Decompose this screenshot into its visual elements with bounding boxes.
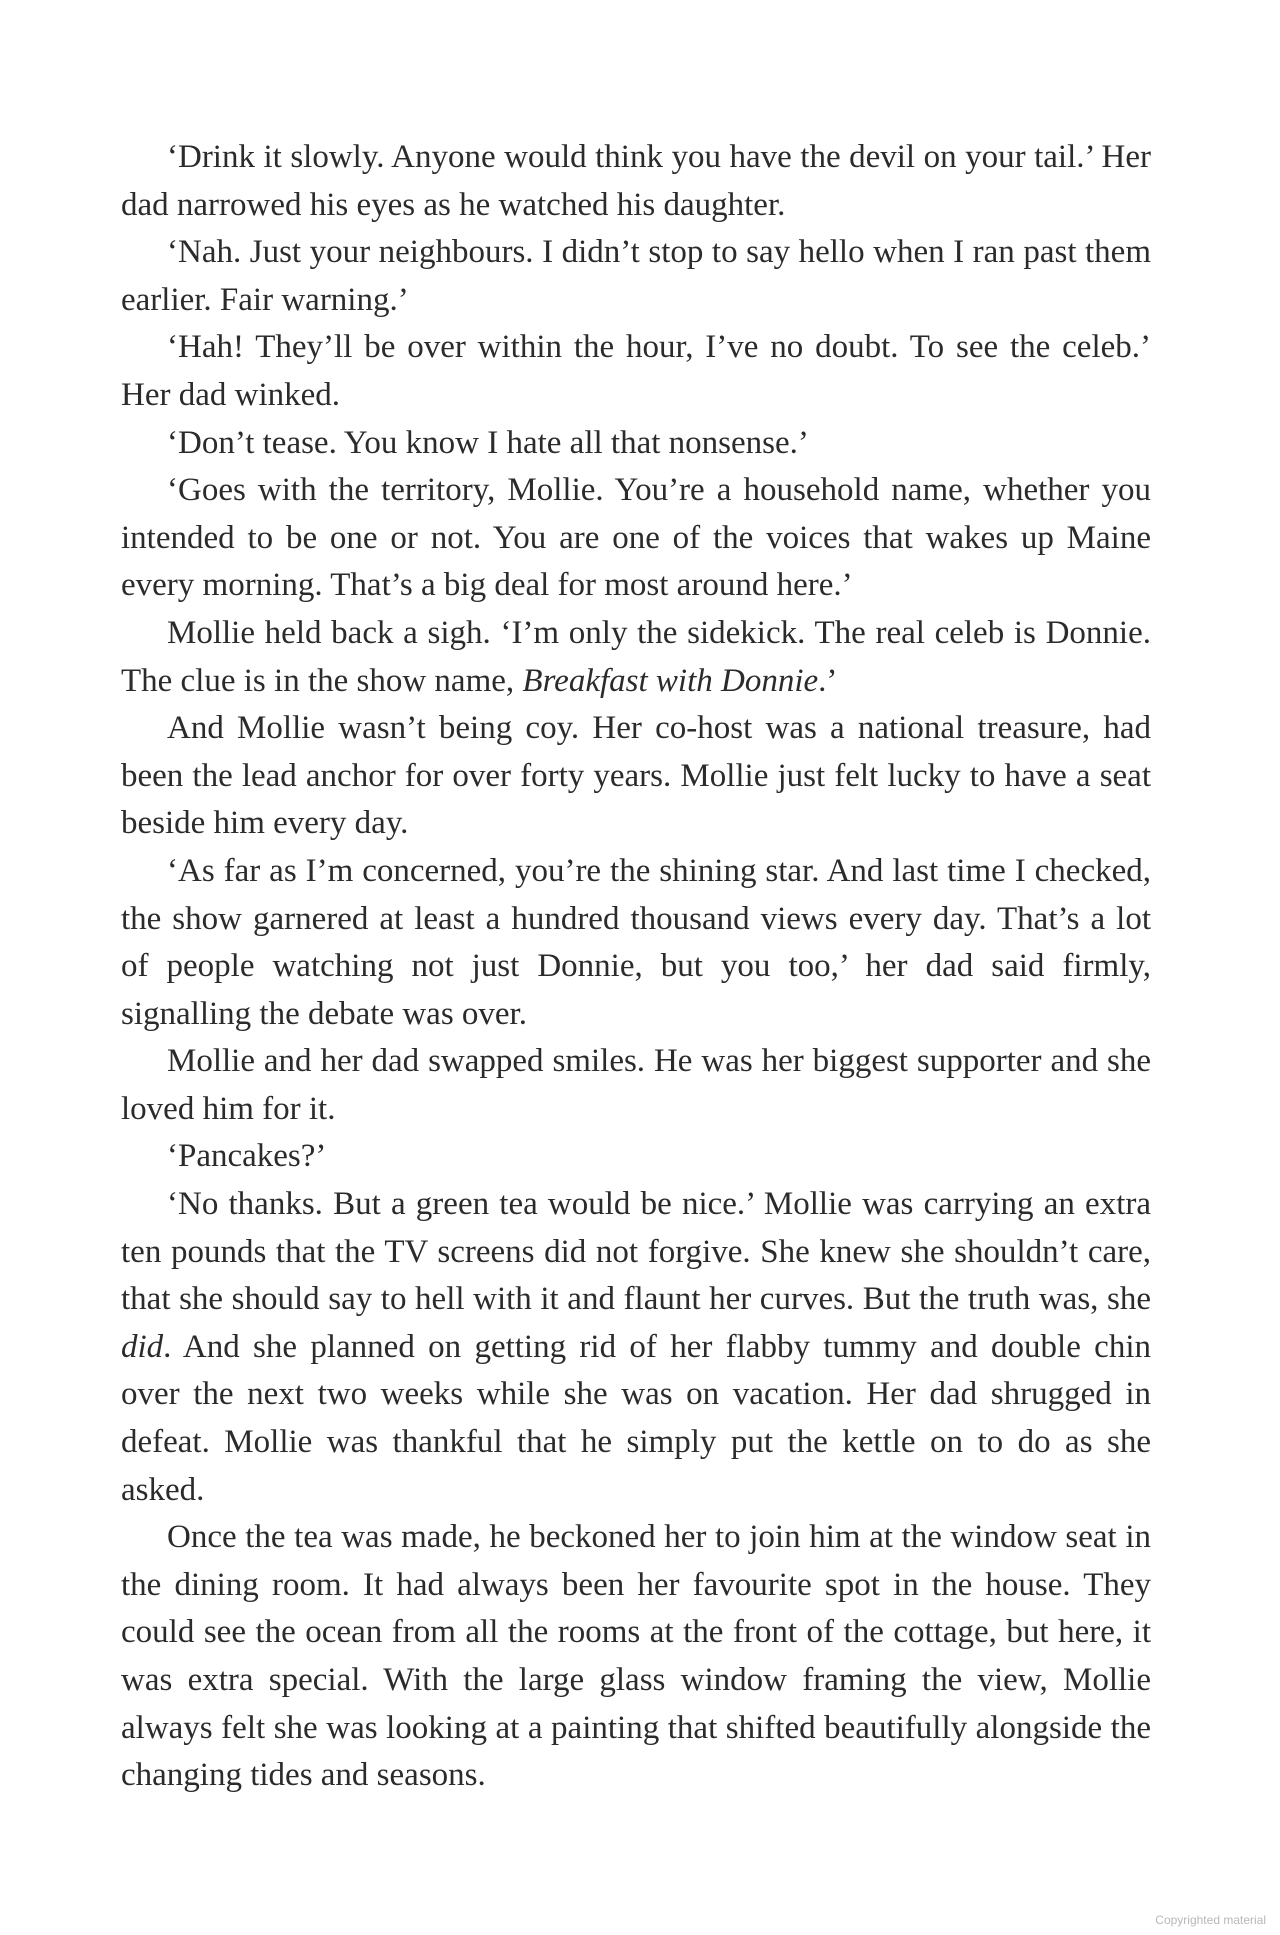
text-run: ‘Goes with the territory, Mollie. You’re a household name, whether you intended to be one or not. You are one of the voices that wakes up Maine every morning. That’s a big deal for most around here.’ bbox=[121, 472, 1151, 604]
text-run: .’ bbox=[818, 662, 838, 699]
paragraph bbox=[121, 610, 1151, 705]
text-run: Mollie held back a sigh. ‘I’m only the sidekick. The real celeb is Donnie. The clue is in the show name, bbox=[121, 614, 1151, 699]
text-run: Mollie and her dad swapped smiles. He was her biggest supporter and she loved him for it. bbox=[121, 1043, 1151, 1127]
text-run: ‘Don’t tease. You know I hate all that nonsense.’ bbox=[167, 424, 809, 461]
italic-text: Breakfast with Donnie bbox=[522, 662, 819, 699]
text-run: Once the tea was made, he beckoned her to join him at the window seat in the dining room. It had always been her favourite spot in the house. They could see the ocean from all the rooms at the front of the cottage, but here, it was extra special. With the large glass window framing the view, Mollie always felt she was looking at a painting that shifted beautifully alongside the changing tides and seasons. bbox=[121, 1519, 1151, 1794]
copyright-watermark: Copyrighted material bbox=[1155, 1913, 1266, 1927]
text-run: ‘No thanks. But a green tea would be nice.’ Mollie was carrying an extra ten pounds that the TV screens did not forgive. She knew she shouldn’t care, that she should say to hell with it and flaunt her curves. But the truth was, she bbox=[121, 1186, 1151, 1318]
paragraph bbox=[121, 134, 1151, 229]
paragraph bbox=[121, 420, 1151, 468]
text-run: And Mollie wasn’t being coy. Her co-host was a national treasure, had been the lead anchor for over forty years. Mollie just felt lucky to have a seat beside him every day. bbox=[121, 710, 1151, 842]
text-run: ‘Drink it slowly. Anyone would think you have the devil on your tail.’ Her dad narrowed his eyes as he watched his daughter. bbox=[121, 139, 1151, 223]
text-run: ‘Nah. Just your neighbours. I didn’t stop to say hello when I ran past them earlier. Fair warning.’ bbox=[121, 234, 1151, 318]
paragraph bbox=[121, 229, 1151, 324]
paragraph bbox=[121, 848, 1151, 1038]
text-run: . And she planned on getting rid of her flabby tummy and double chin over the next two weeks while she was on vacation. Her dad shrugged in defeat. Mollie was thankful that he simply put the kettle on to do as she asked. bbox=[121, 1328, 1151, 1508]
paragraph bbox=[121, 705, 1151, 848]
italic-text: did bbox=[121, 1328, 164, 1365]
paragraph bbox=[121, 1181, 1151, 1514]
paragraph bbox=[121, 467, 1151, 610]
paragraph bbox=[121, 324, 1151, 419]
paragraph bbox=[121, 1514, 1151, 1800]
body-text bbox=[121, 134, 1151, 1800]
paragraph bbox=[121, 1133, 1151, 1181]
text-run: ‘As far as I’m concerned, you’re the shining star. And last time I checked, the show garnered at least a hundred thousand views every day. That’s a lot of people watching not just Donnie, but you too,’ her dad said firmly, signalling the debate was over. bbox=[121, 852, 1151, 1032]
paragraph bbox=[121, 1038, 1151, 1133]
text-run: ‘Hah! They’ll be over within the hour, I’ve no doubt. To see the celeb.’ Her dad winked. bbox=[121, 329, 1151, 413]
text-run: ‘Pancakes?’ bbox=[167, 1138, 327, 1175]
